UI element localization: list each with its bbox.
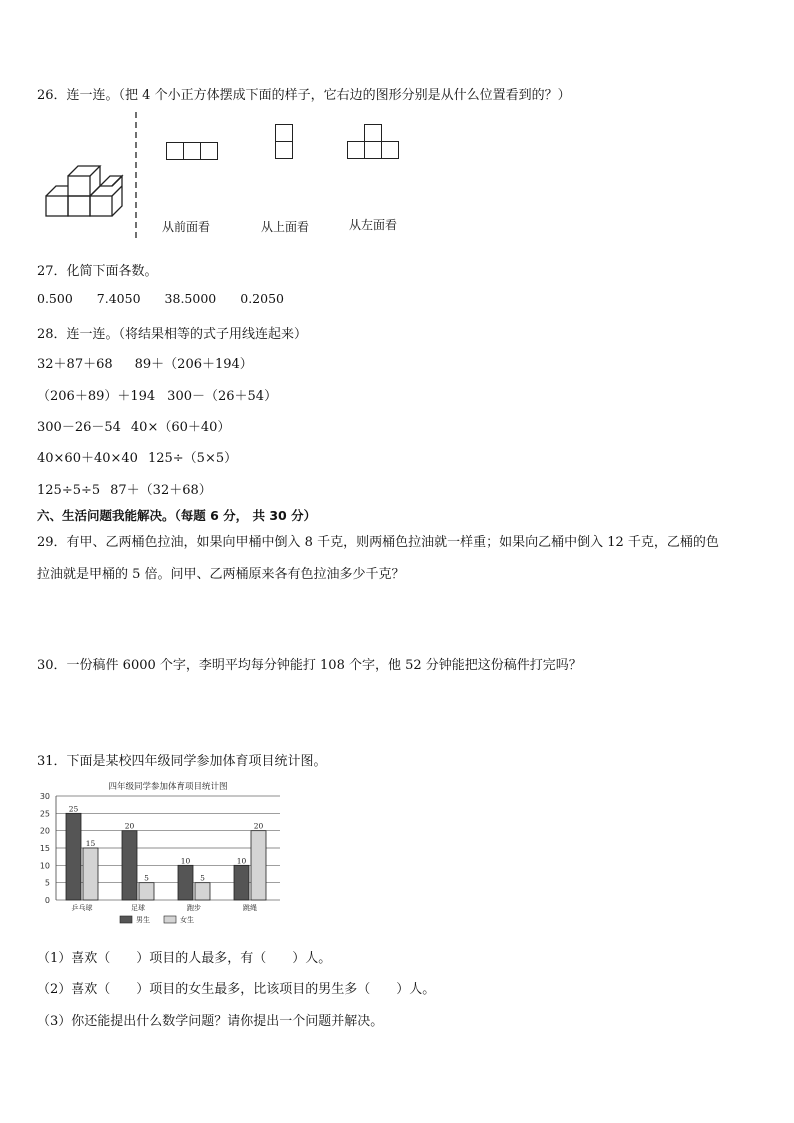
number-item: 0.2050 <box>240 291 284 306</box>
y-tick-label: 15 <box>39 844 50 853</box>
bar-value-label: 10 <box>180 856 191 866</box>
q31-sub2: （2）喜欢（ ）项目的女生最多，比该项目的男生多（ ）人。 <box>37 982 436 997</box>
q31-sub3: （3）你还能提出什么数学问题？请你提出一个问题并解决。 <box>37 1014 384 1029</box>
bar <box>251 831 266 900</box>
q27-text: 27．化简下面各数。 <box>37 264 158 279</box>
expression-right: 300－（26＋54） <box>167 389 278 404</box>
cube-stack-figure <box>40 150 130 222</box>
y-tick-label: 20 <box>39 826 50 836</box>
expression-left: 40×60＋40×40 <box>37 451 138 466</box>
q30-text: 30．一份稿件 6000 个字，李明平均每分钟能打 108 个字，他 52 分钟能把这份稿件打完吗？ <box>37 658 582 673</box>
expression-row <box>37 385 277 404</box>
expression-right: 125÷（5×5） <box>147 451 238 466</box>
q31-sub1: （1）喜欢（ ）项目的人最多，有（ ）人。 <box>37 951 332 966</box>
section-heading: 六、生活问题我能解决。（每题 6 分， 共 30 分） <box>37 508 317 523</box>
expression-row <box>37 353 253 372</box>
bar-value-label: 20 <box>124 821 135 831</box>
y-tick-label: 0 <box>44 896 50 905</box>
number-item: 7.4050 <box>96 291 141 306</box>
expression-right: 40×（60＋40） <box>130 420 231 435</box>
q29-line2: 拉油就是甲桶的 5 倍。问甲、乙两桶原来各有色拉油多少千克？ <box>37 567 405 582</box>
y-tick-label: 10 <box>39 861 50 871</box>
bar-value-label: 5 <box>200 873 205 883</box>
number-item: 0.500 <box>37 291 73 306</box>
q28-text: 28．连一连。（将结果相等的式子用线连起来） <box>37 327 308 342</box>
bar-value-label: 10 <box>236 856 247 866</box>
x-tick-label: 跳绳 <box>243 904 257 912</box>
label-left-view: 从左面看 <box>349 218 398 232</box>
legend-swatch <box>120 916 132 923</box>
sports-bar-chart <box>30 778 290 934</box>
q27-numbers <box>37 291 284 306</box>
expression-right: 89＋（206＋194） <box>134 357 253 372</box>
bar <box>178 865 193 900</box>
expression-right: 87＋（32＋68） <box>110 483 212 498</box>
legend-swatch <box>164 916 176 923</box>
bar <box>139 883 154 900</box>
legend-label: 男生 <box>136 916 150 924</box>
x-tick-label: 乒乓球 <box>71 904 93 912</box>
bar <box>195 883 210 900</box>
dashed-divider <box>131 112 141 238</box>
legend-label: 女生 <box>180 916 194 924</box>
bar-value-label: 20 <box>253 821 264 831</box>
expression-left: （206＋89）＋194 <box>37 389 156 404</box>
expression-row <box>37 416 230 435</box>
bar-value-label: 15 <box>85 839 96 848</box>
label-top-view: 从上面看 <box>261 220 310 234</box>
bar <box>66 813 81 900</box>
chart-title: 四年级同学参加体育项目统计图 <box>108 782 228 792</box>
bar-value-label: 5 <box>144 873 149 883</box>
bar <box>83 848 98 900</box>
x-tick-label: 跑步 <box>187 904 201 912</box>
y-tick-label: 5 <box>44 878 50 888</box>
expression-left: 125÷5÷5 <box>37 483 101 498</box>
x-tick-label: 足球 <box>131 904 145 912</box>
bar <box>122 831 137 900</box>
expression-row <box>37 479 212 498</box>
y-tick-label: 25 <box>39 809 50 819</box>
bar <box>234 865 249 900</box>
y-tick-label: 30 <box>39 792 50 801</box>
expression-left: 300－26－54 <box>37 420 121 435</box>
q29-line1: 29．有甲、乙两桶色拉油，如果向甲桶中倒入 8 千克，则两桶色拉油就一样重；如果向乙桶中倒入 12 千克，乙桶的色 <box>37 535 719 550</box>
q26-text: 26．连一连。（把 4 个小正方体摆成下面的样子，它右边的图形分别是从什么位置看到的？） <box>37 88 571 103</box>
expression-left: 32＋87＋68 <box>37 357 113 372</box>
expression-row <box>37 447 237 466</box>
number-item: 38.5000 <box>164 291 217 306</box>
bar-value-label: 25 <box>68 804 79 814</box>
q31-text: 31．下面是某校四年级同学参加体育项目统计图。 <box>37 754 327 769</box>
label-front-view: 从前面看 <box>162 220 211 234</box>
